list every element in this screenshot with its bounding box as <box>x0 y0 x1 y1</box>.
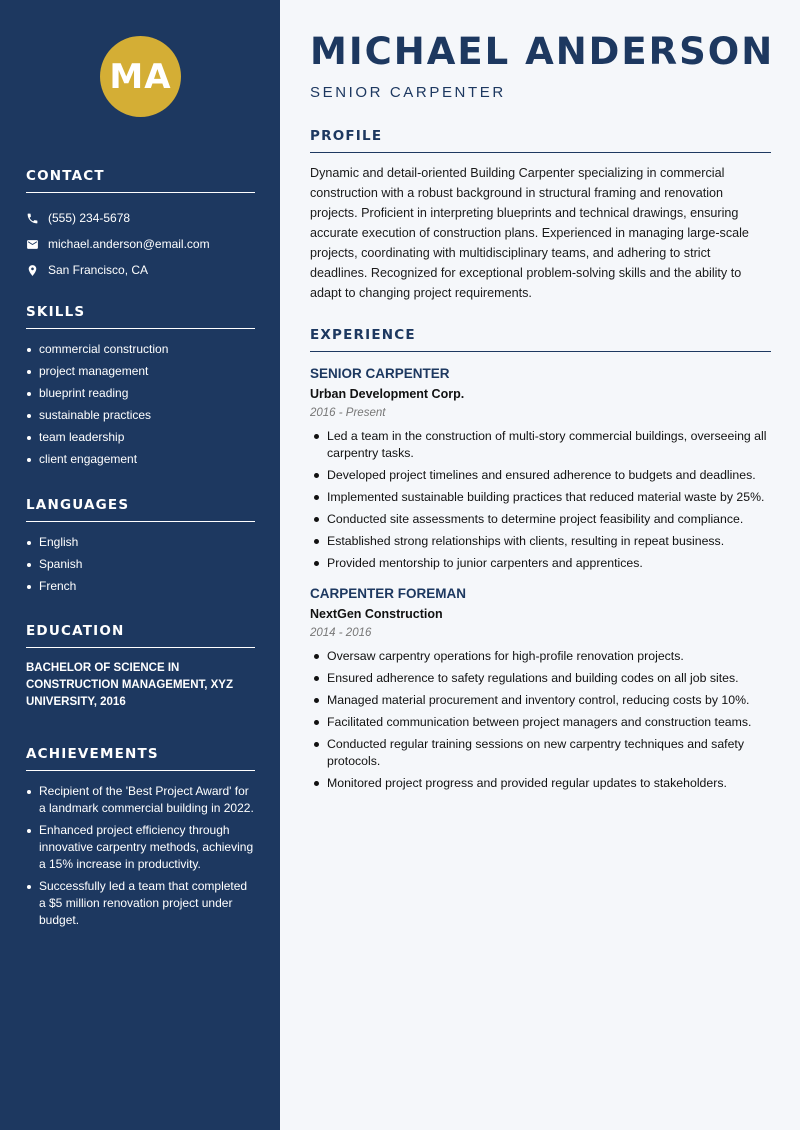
languages-heading: LANGUAGES <box>26 497 255 522</box>
job-bullet: Conducted regular training sessions on new carpentry techniques and safety protocols. <box>310 736 771 770</box>
profile-section <box>310 128 771 303</box>
education-section <box>26 623 255 711</box>
skills-heading: SKILLS <box>26 304 255 329</box>
job-dates: 2016 - Present <box>310 407 386 419</box>
contact-heading: CONTACT <box>26 168 255 193</box>
job-bullets <box>310 648 771 792</box>
experience-section <box>310 327 771 797</box>
achievements-section <box>26 746 255 934</box>
skill-item: blueprint reading <box>26 385 255 402</box>
skill-item: team leadership <box>26 429 255 446</box>
languages-section <box>26 497 255 600</box>
job-company: Urban Development Corp. <box>310 387 465 401</box>
job-bullet: Established strong relationships with clients, resulting in repeat business. <box>310 533 771 550</box>
contact-location: San Francisco, CA <box>48 263 149 277</box>
skill-item: project management <box>26 363 255 380</box>
experience-heading: EXPERIENCE <box>310 327 771 352</box>
contact-email[interactable]: michael.anderson@email.com <box>48 237 210 251</box>
languages-list <box>26 534 255 595</box>
location-pin-icon <box>26 264 39 277</box>
job-bullet: Implemented sustainable building practices that reduced material waste by 25%. <box>310 489 771 506</box>
achievements-list <box>26 783 255 929</box>
contact-phone: (555) 234-5678 <box>48 211 131 225</box>
profile-text: Dynamic and detail-oriented Building Carpenter specializing in commercial construction with a robust background in structural framing and renovation projects. Proficient in interpreting blueprints and technical drawings, ensuring accurate execution of construction plans. Experienced in managing large-scale projects, coordinating with multidisciplinary teams, and adhering to strict deadlines. Recognized for exceptional problem-solving skills and the ability to adapt to changing project requirements. <box>310 166 749 300</box>
contact-phone-row <box>26 205 255 231</box>
job-bullet: Managed material procurement and inventory control, reducing costs by 10%. <box>310 692 771 709</box>
job-title: SENIOR CARPENTER <box>310 366 450 381</box>
contact-email-row <box>26 231 255 257</box>
achievement-item: Enhanced project efficiency through innovative carpentry methods, achieving a 15% increase in productivity. <box>26 822 255 873</box>
phone-icon <box>26 212 39 225</box>
language-item: Spanish <box>26 556 255 573</box>
skill-item: commercial construction <box>26 341 255 358</box>
job-bullet: Conducted site assessments to determine project feasibility and compliance. <box>310 511 771 528</box>
skill-item: client engagement <box>26 451 255 468</box>
job-company: NextGen Construction <box>310 607 443 621</box>
candidate-title: SENIOR CARPENTER <box>310 84 506 101</box>
education-degree: BACHELOR OF SCIENCE IN CONSTRUCTION MANAGEMENT, XYZ UNIVERSITY, 2016 <box>26 662 233 708</box>
achievements-heading: ACHIEVEMENTS <box>26 746 255 771</box>
job-bullet: Led a team in the construction of multi-story commercial buildings, overseeing all carpentry tasks. <box>310 428 771 462</box>
job-dates: 2014 - 2016 <box>310 627 372 639</box>
job-bullet: Ensured adherence to safety regulations and building codes on all job sites. <box>310 670 771 687</box>
achievement-item: Recipient of the 'Best Project Award' for a landmark commercial building in 2022. <box>26 783 255 817</box>
job-bullet: Developed project timelines and ensured adherence to budgets and deadlines. <box>310 467 771 484</box>
sidebar <box>0 0 280 1130</box>
email-icon <box>26 238 39 251</box>
candidate-name: MICHAEL ANDERSON <box>310 30 775 73</box>
job-bullet: Monitored project progress and provided regular updates to stakeholders. <box>310 775 771 792</box>
job-bullet: Facilitated communication between project managers and construction teams. <box>310 714 771 731</box>
achievement-item: Successfully led a team that completed a $5 million renovation project under budget. <box>26 878 255 929</box>
job-entry <box>310 586 771 792</box>
contact-section <box>26 168 255 283</box>
education-heading: EDUCATION <box>26 623 255 648</box>
profile-heading: PROFILE <box>310 128 771 153</box>
job-bullets <box>310 428 771 572</box>
job-bullet: Provided mentorship to junior carpenters and apprentices. <box>310 555 771 572</box>
skills-list <box>26 341 255 468</box>
skill-item: sustainable practices <box>26 407 255 424</box>
main-content <box>280 0 800 1130</box>
job-title: CARPENTER FOREMAN <box>310 586 467 601</box>
language-item: English <box>26 534 255 551</box>
job-bullet: Oversaw carpentry operations for high-profile renovation projects. <box>310 648 771 665</box>
skills-section <box>26 304 255 473</box>
job-entry <box>310 366 771 572</box>
contact-location-row <box>26 257 255 283</box>
avatar: MA <box>100 36 181 117</box>
language-item: French <box>26 578 255 595</box>
